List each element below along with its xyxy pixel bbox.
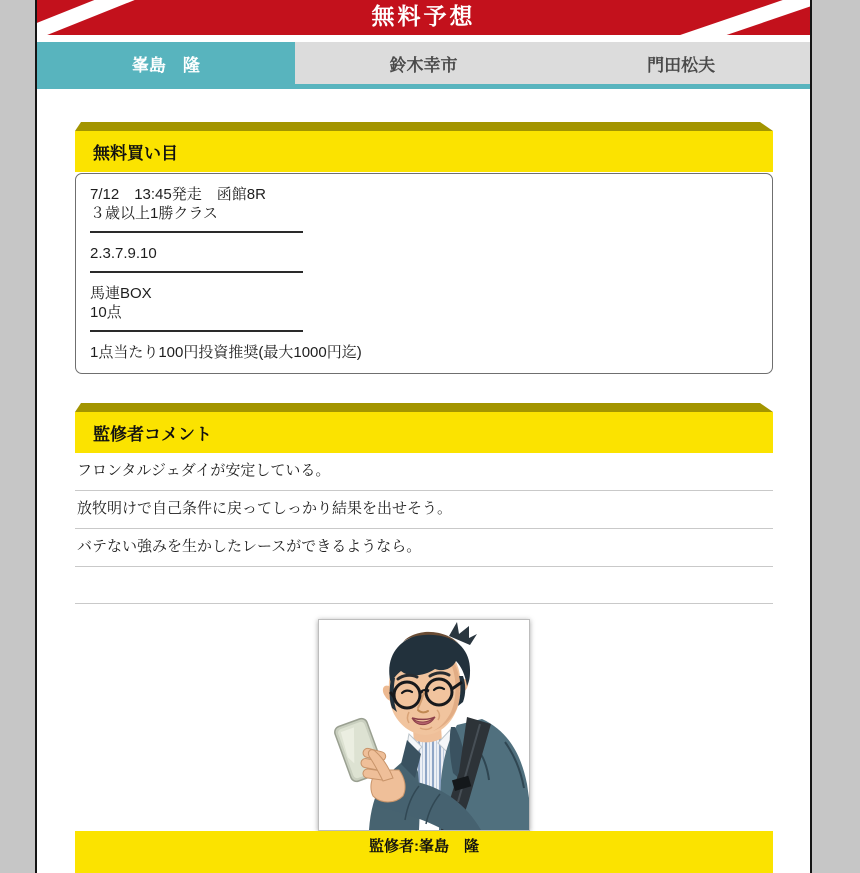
tab-minejima-takashi[interactable]: 峯島 隆 <box>37 42 295 84</box>
separator-line <box>90 231 303 233</box>
free-picks-ribbon-top-edge <box>75 122 773 131</box>
free-picks-section <box>75 122 773 374</box>
comment-row: バテない強みを生かしたレースができるようなら。 <box>75 529 773 567</box>
comment-row: フロンタルジェダイが安定している。 <box>75 453 773 491</box>
horse-numbers: 2.3.7.9.10 <box>90 245 157 262</box>
race-datetime-line: 7/12 13:45発走 函館8R <box>90 186 266 203</box>
comments-ribbon-top-edge <box>75 403 773 412</box>
free-picks-heading: 無料買い目 <box>75 131 773 172</box>
supervisor-caption: 監修者:峯島 隆 <box>369 838 479 855</box>
investment-recommendation: 1点当たり100円投資推奨(最大1000円迄) <box>90 344 362 361</box>
supervisor-comments-section <box>75 403 773 604</box>
comment-row: 放牧明けで自己条件に戻ってしっかり結果を出せそう。 <box>75 491 773 529</box>
separator-line <box>90 271 303 273</box>
page-wrapper <box>35 0 812 873</box>
supervisor-tab-bar <box>37 42 810 84</box>
supervisor-caption-bar <box>75 831 773 873</box>
comments-heading: 監修者コメント <box>75 412 773 453</box>
bet-points: 10点 <box>90 304 122 321</box>
bet-type: 馬連BOX <box>90 285 152 302</box>
comment-row <box>75 567 773 604</box>
content-column <box>37 89 810 873</box>
tab-kadota-matsuo[interactable]: 門田松夫 <box>647 55 716 75</box>
supervisor-portrait-frame <box>318 619 530 831</box>
page-header-banner <box>37 0 810 35</box>
free-picks-box <box>75 173 773 374</box>
race-class-line: ３歳以上1勝クラス <box>90 205 218 222</box>
supervisor-portrait-illustration <box>319 620 529 830</box>
page-title: 無料予想 <box>371 3 476 30</box>
separator-line <box>90 330 303 332</box>
tab-suzuki-koichi[interactable]: 鈴木幸市 <box>389 55 458 75</box>
